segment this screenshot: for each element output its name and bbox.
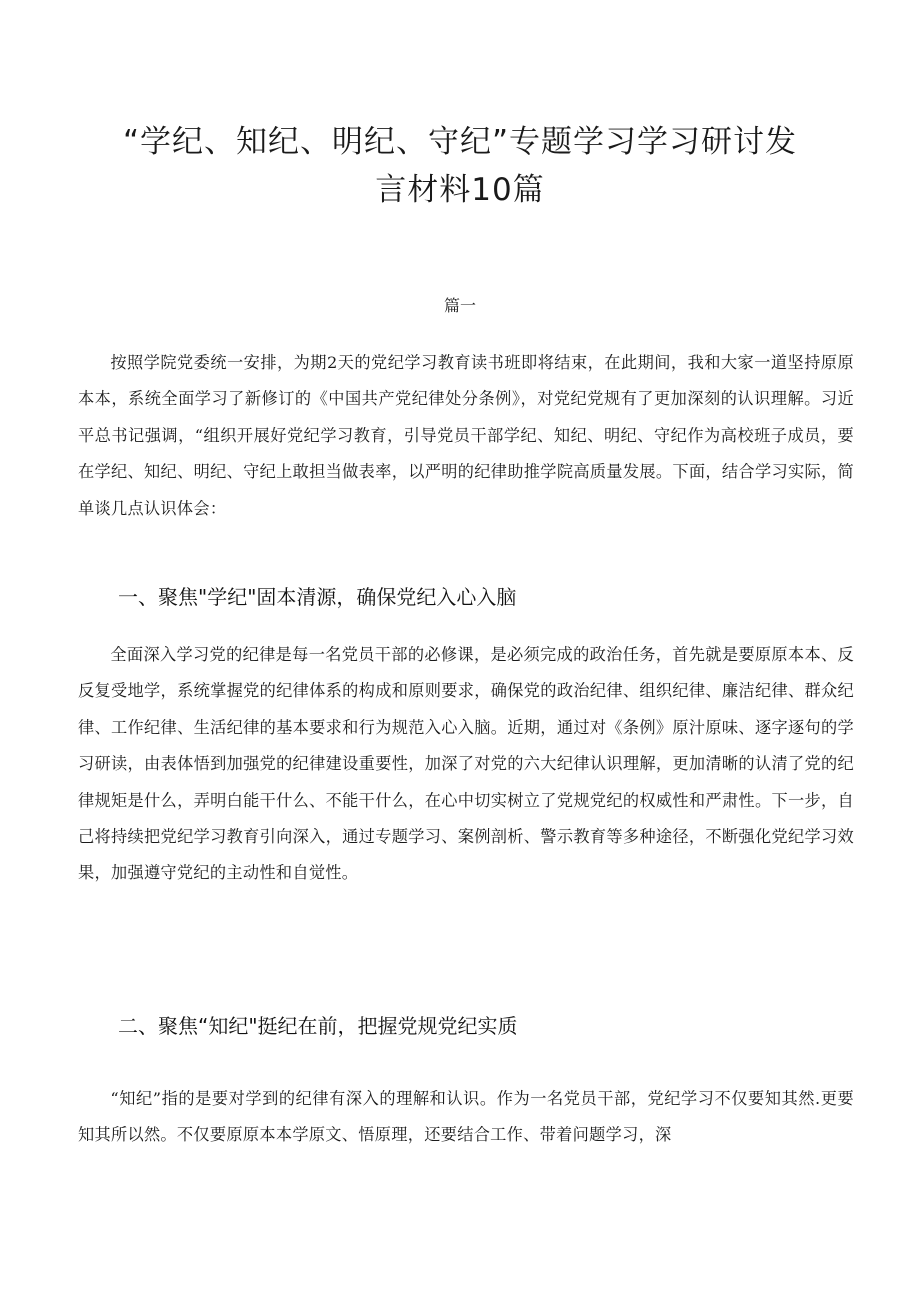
document-title: [60, 118, 860, 214]
body-paragraph-1: 按照学院党委统一安排，为期2天的党纪学习教育读书班即将结束，在此期间，我和大家一道坚持原原本本，系统全面学习了新修订的《中国共产党纪律处分条例》，对党纪党规有了更加深刻的认识理解。习近平总书记强调，“组织开展好党纪学习教育，引导党员干部学纪、知纪、明纪、守纪作为高校班子成员，要在学纪、知纪、明纪、守纪上敢担当做表率，以严明的纪律助推学院高质量发展。下面，结合学习实际，简单谈几点认识体会：: [78, 353, 854, 518]
section-heading-2: 二、聚焦“知纪"挺纪在前，把握党规党纪实质: [118, 1014, 518, 1038]
title-line-2: 言材料10篇: [375, 172, 545, 208]
section-heading-1: 一、聚焦"学纪"固本清源，确保党纪入心入脑: [118, 585, 517, 609]
section-label: 篇一: [443, 296, 476, 315]
body-paragraph-2: 全面深入学习党的纪律是每一名党员干部的必修课，是必须完成的政治任务，首先就是要原原本本、反反复受地学，系统掌握党的纪律体系的构成和原则要求，确保党的政治纪律、组织纪律、廉洁纪律、群众纪律、工作纪律、生活纪律的基本要求和行为规范入心入脑。近期，通过对《条例》原汁原味、逐字逐句的学习研读，由表体悟到加强党的纪律建设重要性，加深了对党的六大纪律认识理解，更加清晰的认清了党的纪律规矩是什么，弄明白能干什么、不能干什么，在心中切实树立了党规党纪的权威性和严肃性。下一步，自己将持续把党纪学习教育引向深入，通过专题学习、案例剖析、警示教育等多种途径，不断强化党纪学习效果，加强遵守党纪的主动性和自觉性。: [78, 645, 854, 883]
body-paragraph-3: “知纪”指的是要对学到的纪律有深入的理解和认识。作为一名党员干部，党纪学习不仅要知其然.更要知其所以然。不仅要原原本本学原文、悟原理，还要结合工作、带着问题学习，深: [78, 1089, 854, 1145]
title-line-1: “学纪、知纪、明纪、守纪”专题学习学习研讨发: [122, 124, 798, 160]
